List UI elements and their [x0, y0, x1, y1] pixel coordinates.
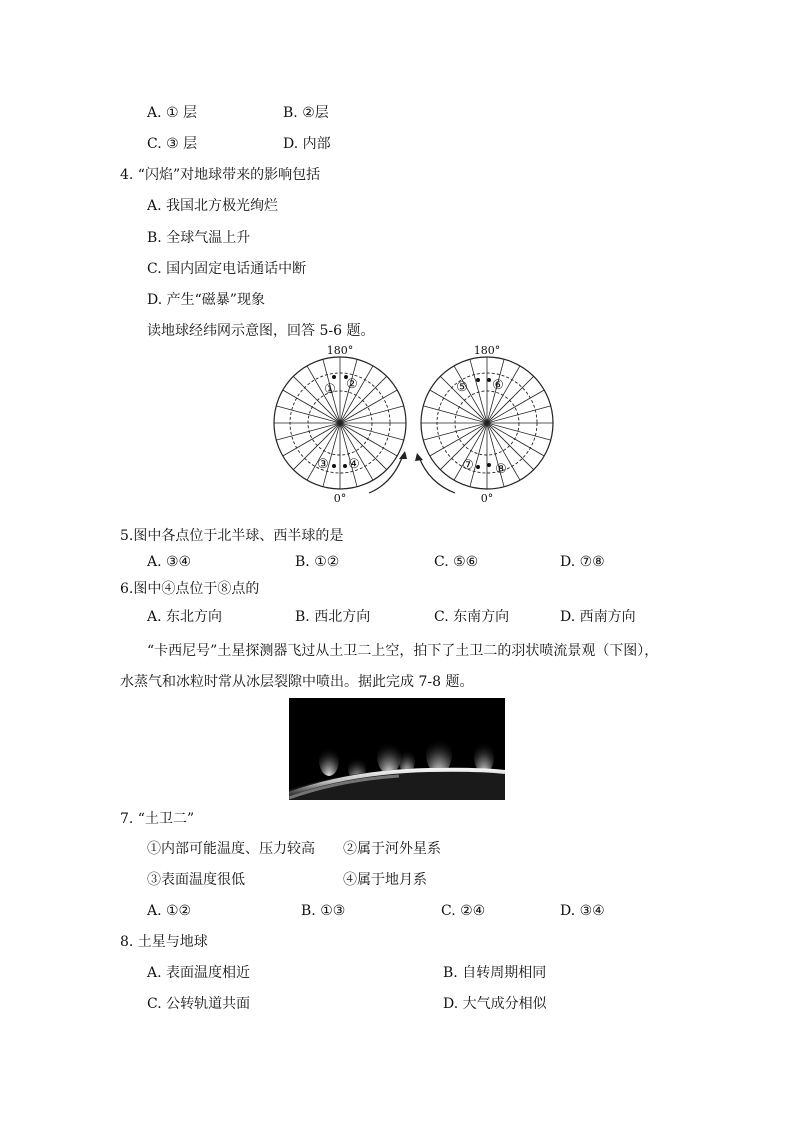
right-polar-view [421, 344, 553, 505]
q6-option-d: D. 西南方向 [560, 609, 636, 625]
q6-stem: 6.图中④点位于⑧点的 [120, 581, 260, 597]
q8-option-a: A. 表面温度相近 [147, 965, 251, 981]
q7-option-d: D. ③④ [560, 903, 605, 919]
q4-option-c: C. 国内固定电话通话中断 [147, 261, 307, 277]
q8-option-d: D. 大气成分相似 [443, 996, 547, 1012]
left-polar-view [274, 344, 406, 505]
point-3-dot [332, 464, 336, 468]
q3-option-a: A. ① 层 [147, 105, 198, 121]
point-3-label: ③ [317, 457, 329, 472]
q6-option-b: B. 西北方向 [295, 609, 371, 625]
intro-7-8-line1: “卡西尼号”土星探测器飞过从土卫二上空，拍下了土卫二的羽状喷流景观（下图）， [147, 643, 659, 659]
q8-option-b: B. 自转周期相同 [443, 965, 547, 981]
q7-option-a: A. ①② [147, 903, 192, 919]
graticule-figure [265, 343, 565, 505]
left-top-label: 180° [326, 344, 354, 357]
q3-option-c: C. ③ 层 [147, 136, 198, 152]
point-8-label: ⑧ [495, 462, 507, 477]
q4-stem: 4. “闪焰”对地球带来的影响包括 [120, 167, 321, 183]
left-arrowhead [399, 451, 407, 459]
left-bottom-label: 0° [333, 492, 347, 505]
q5-option-d: D. ⑦⑧ [560, 554, 605, 570]
point-5-label: ⑤ [456, 380, 468, 395]
q7-statement-3: ③表面温度很低 [147, 872, 245, 888]
intro-5-6: 读地球经纬网示意图，回答 5-6 题。 [147, 323, 375, 339]
point-1-dot [332, 375, 336, 379]
q4-option-d: D. 产生“磁暴”现象 [147, 292, 265, 308]
q5-stem: 5.图中各点位于北半球、西半球的是 [120, 528, 344, 544]
q5-option-c: C. ⑤⑥ [434, 554, 479, 570]
right-arrowhead [415, 453, 423, 461]
q7-statement-1: ①内部可能温度、压力较高 [147, 841, 315, 857]
q4-option-a: A. 我国北方极光绚烂 [147, 198, 279, 214]
point-7-label: ⑦ [462, 458, 474, 473]
q6-option-c: C. 东南方向 [434, 609, 510, 625]
q7-statement-4: ④属于地月系 [343, 872, 427, 888]
point-1-label: ① [324, 382, 336, 397]
point-5-dot [476, 378, 480, 382]
q7-stem: 7. “土卫二” [120, 811, 195, 827]
point-2-label: ② [346, 377, 358, 392]
q3-option-d: D. 内部 [283, 136, 331, 152]
enceladus-plume-photo [289, 698, 505, 800]
q5-option-a: A. ③④ [147, 554, 192, 570]
q5-option-b: B. ①② [295, 554, 340, 570]
point-7-dot [476, 465, 480, 469]
q4-option-b: B. 全球气温上升 [147, 230, 251, 246]
point-4-dot [343, 464, 347, 468]
point-8-dot [487, 463, 491, 467]
point-6-dot [487, 378, 491, 382]
left-rotation-arrow [369, 455, 403, 493]
right-rotation-arrow [419, 457, 455, 493]
point-6-label: ⑥ [492, 378, 504, 393]
q7-option-b: B. ①③ [301, 903, 346, 919]
right-top-label: 180° [473, 344, 501, 357]
q7-option-c: C. ②④ [441, 903, 486, 919]
point-4-label: ④ [348, 457, 360, 472]
q7-statement-2: ②属于河外星系 [343, 841, 441, 857]
q8-option-c: C. 公转轨道共面 [147, 996, 251, 1012]
q8-stem: 8. 土星与地球 [120, 934, 208, 950]
q6-option-a: A. 东北方向 [147, 609, 223, 625]
intro-7-8-line2: 水蒸气和冰粒时常从冰层裂隙中喷出。据此完成 7-8 题。 [120, 674, 474, 690]
q3-option-b: B. ②层 [283, 105, 329, 121]
right-bottom-label: 0° [480, 492, 494, 505]
